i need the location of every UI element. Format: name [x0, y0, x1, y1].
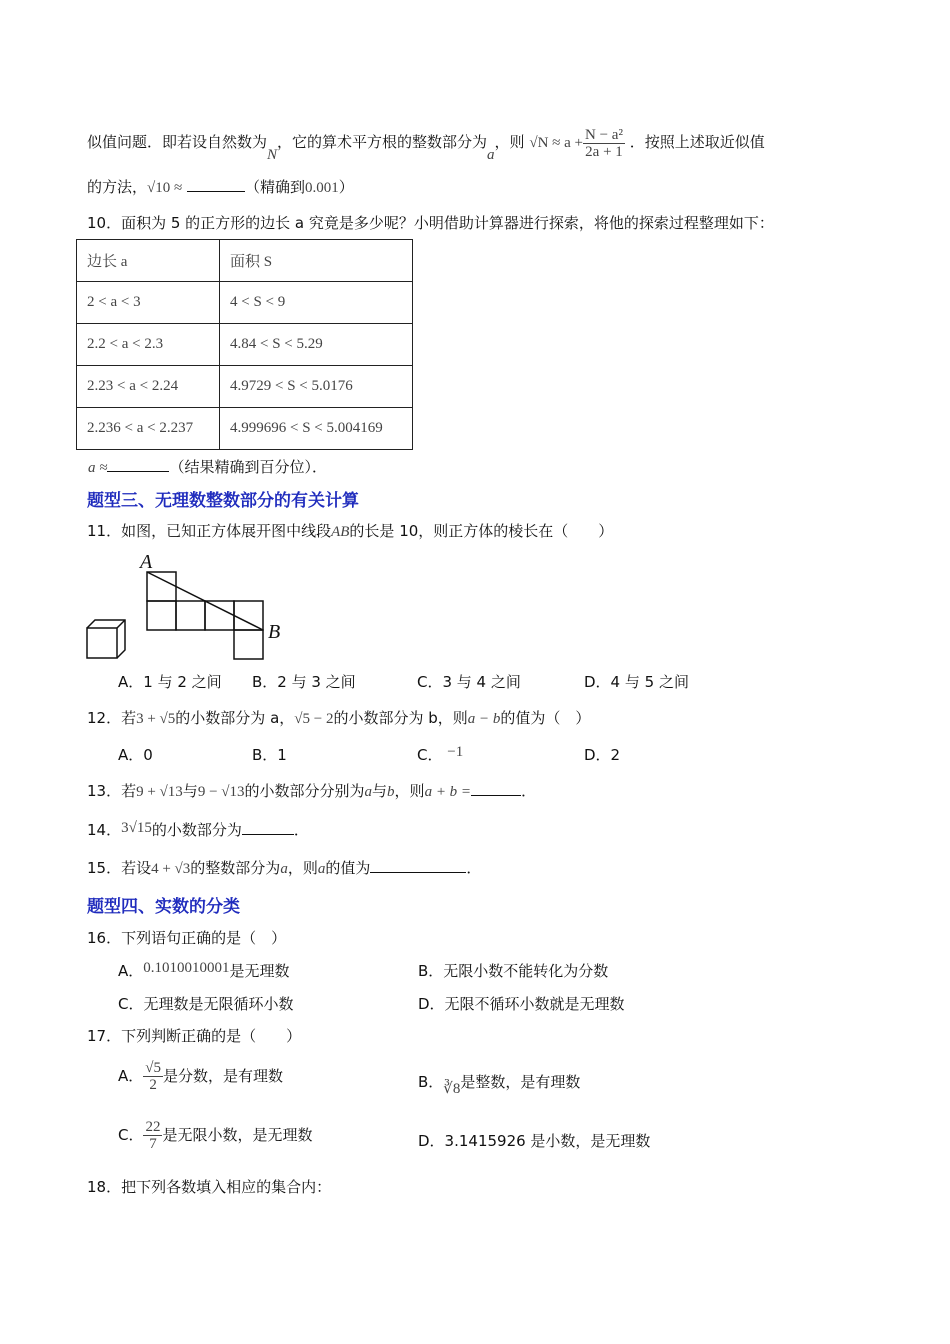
fraction-22-over-7: $\frac{22}{7}$ — [145, 1119, 161, 1152]
q11-option-b[interactable]: B．2 与 3 之间 — [252, 673, 356, 691]
label-B: B — [268, 621, 281, 643]
table-cell: 2.2 < a < 2.3 — [77, 324, 220, 366]
question-16: 16．下列语句正确的是（ ） — [87, 929, 287, 947]
table-cell: 2.236 < a < 2.237 — [77, 408, 220, 450]
answer-blank[interactable] — [187, 177, 245, 192]
cube-net-figure — [80, 548, 300, 663]
table-row — [77, 282, 413, 324]
table-cell: 4.84 < S < 5.29 — [220, 324, 413, 366]
header-cell: 面积 S — [220, 240, 413, 282]
table-cell: 4.999696 < S < 5.004169 — [220, 408, 413, 450]
question-14: 14．3√15的小数部分为 ． — [87, 820, 309, 839]
table-row — [77, 324, 413, 366]
q12-option-d[interactable]: D．2 — [584, 746, 621, 764]
answer-blank[interactable] — [242, 820, 294, 835]
answer-blank[interactable] — [107, 457, 169, 472]
label-A: A — [140, 551, 153, 573]
question-11: 11．如图，已知正方体展开图中线段AB的长是 10，则正方体的棱长在（ ） — [87, 522, 614, 540]
q11-option-c[interactable]: C．3 与 4 之间 — [417, 673, 521, 691]
q11-option-a[interactable]: A．1 与 2 之间 — [118, 673, 222, 691]
cube-drawing — [87, 620, 125, 658]
q12-option-c[interactable]: C． −1 — [417, 744, 464, 764]
section-heading-4: 题型四、实数的分类 — [87, 897, 240, 917]
table-row — [77, 408, 413, 450]
exploration-table — [76, 239, 413, 450]
q10-answer-line: a ≈ （结果精确到百分位）． — [88, 458, 327, 476]
answer-blank[interactable] — [370, 858, 466, 873]
q17-option-a[interactable]: A． $\frac{√5}{2}$ 是分数，是有理数 — [118, 1060, 284, 1093]
q11-option-d[interactable]: D．4 与 5 之间 — [584, 673, 689, 691]
cube-front-face — [87, 628, 117, 658]
table-cell: 2 < a < 3 — [77, 282, 220, 324]
sqrt10-expr: √10 ≈ — [147, 180, 183, 196]
q16-option-d[interactable]: D．无限不循环小数就是无理数 — [418, 995, 625, 1013]
q12-option-b[interactable]: B．1 — [252, 746, 287, 764]
q16-option-b[interactable]: B．无限小数不能转化为分数 — [418, 962, 609, 980]
q17-option-c[interactable]: C． $\frac{22}{7}$ 是无限小数，是无理数 — [118, 1119, 313, 1152]
var-a: a — [487, 146, 495, 163]
q12-option-a[interactable]: A．0 — [118, 746, 153, 764]
q16-option-c[interactable]: C．无理数是无限循环小数 — [118, 995, 294, 1013]
var-N: N — [267, 146, 278, 163]
q17-option-b[interactable]: B．∛8是整数，是有理数 — [418, 1073, 581, 1097]
question-10: 10．面积为 5 的正方形的边长 a 究竟是多少呢？小明借助计算器进行探索，将他的探索过程整理如下： — [87, 214, 774, 232]
table-cell: 2.23 < a < 2.24 — [77, 366, 220, 408]
q17-option-d[interactable]: D．3.1415926 是小数，是无理数 — [418, 1132, 651, 1150]
question-15: 15．若设4 + √3的整数部分为a，则a的值为 ． — [87, 859, 482, 877]
q16-option-a[interactable]: A．0.1010010001是无理数 — [118, 960, 290, 980]
section-heading-3: 题型三、无理数整数部分的有关计算 — [87, 491, 359, 511]
cube-edge — [117, 620, 125, 628]
table-cell: 4 < S < 9 — [220, 282, 413, 324]
table-cell: 4.9729 < S < 5.0176 — [220, 366, 413, 408]
question-12: 12．若3 + √5的小数部分为 a，√5 − 2的小数部分为 b，则a − b的值为（ ） — [87, 709, 591, 727]
table-row — [77, 366, 413, 408]
question-18: 18．把下列各数填入相应的集合内： — [87, 1178, 332, 1196]
table-header-row — [77, 240, 413, 282]
fraction-sqrt5-over-2: $\frac{√5}{2}$ — [145, 1060, 161, 1093]
net-grid — [147, 572, 263, 659]
approx-formula: √N ≈ a + $\frac{\text{N − a²}}{2a + 1}$ — [529, 127, 623, 160]
answer-blank[interactable] — [471, 781, 521, 796]
question-17: 17．下列判断正确的是（ ） — [87, 1027, 302, 1045]
intro-line-2: 的方法，√10 ≈ （精确到0.001） — [87, 178, 354, 196]
formula-fraction: $\frac{\text{N − a²}}{2a + 1}$ — [585, 127, 623, 160]
header-cell: 边长 a — [77, 240, 220, 282]
intro-line-1: 似值问题．即若设自然数为N，它的算术平方根的整数部分为a，则 √N ≈ a + $\frac{\text{N − a²}}{2a + 1}$ ．按照上述取近似值 — [87, 127, 765, 163]
question-13: 13．若9 + √13与9 − √13的小数部分分别为a与b，则a + b = ． — [87, 782, 537, 800]
